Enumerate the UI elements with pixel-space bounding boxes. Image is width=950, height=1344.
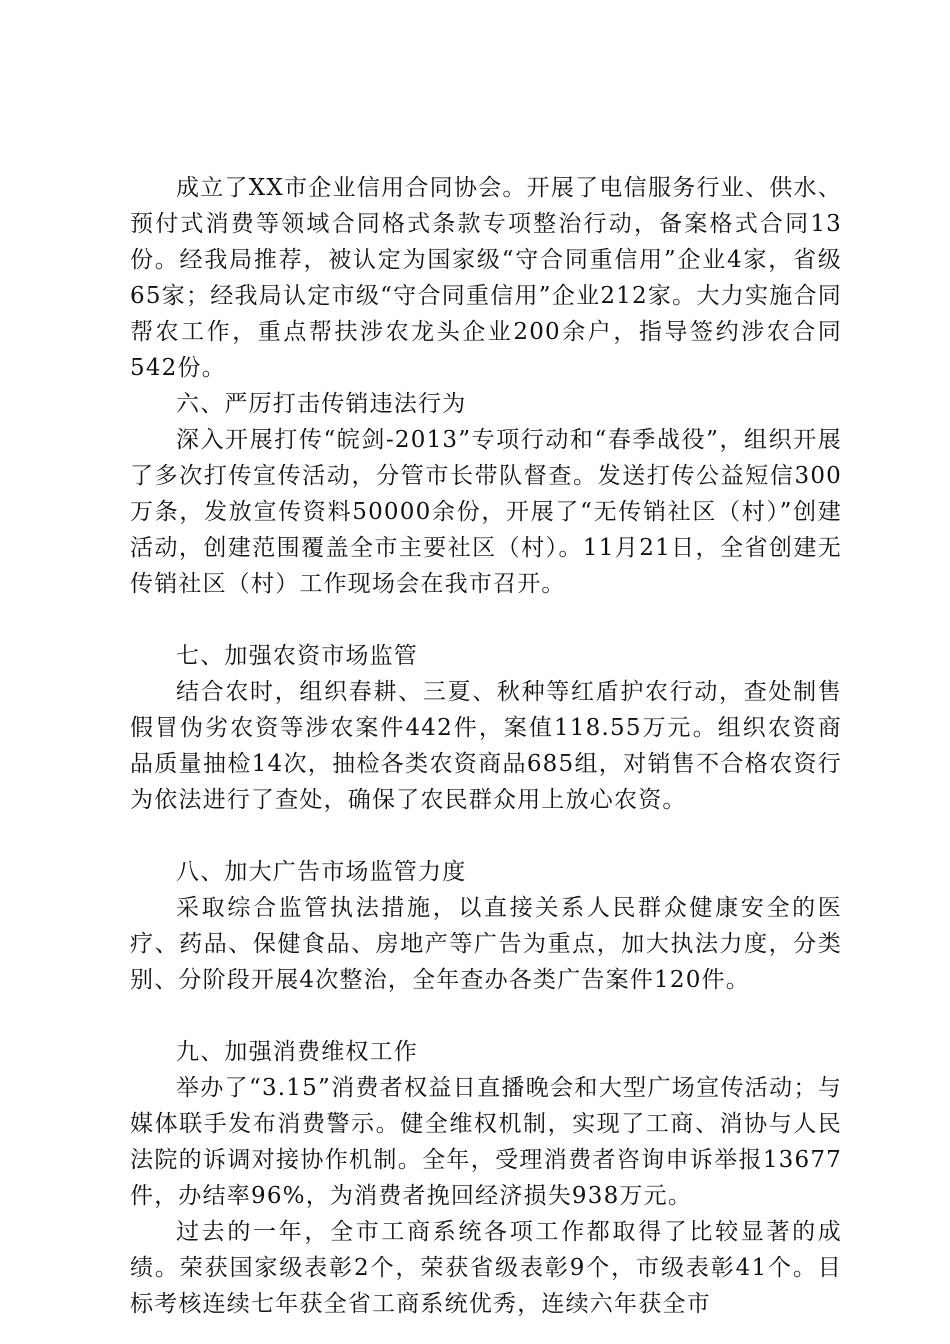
paragraph-consumer-rights: 举办了“3.15”消费者权益日直播晚会和大型广场宣传活动；与媒体联手发布消费警示。健全维权机制，实现了工商、消协与人民法院的诉调对接协作机制。全年，受理消费者咨询申诉举报13677件，办结率96%，为消费者挽回经济损失938万元。 xyxy=(130,1075,842,1209)
paragraph-advertising-supervision: 采取综合监管执法措施，以直接关系人民群众健康安全的医疗、药品、保健食品、房地产等广告为重点，加大执法力度，分类别、分阶段开展4次整治，全年查办各类广告案件120件。 xyxy=(130,895,842,993)
paragraph-contract-association: 成立了XX市企业信用合同协会。开展了电信服务行业、供水、预付式消费等领域合同格式条款专项整治行动，备案格式合同13份。经我局推荐，被认定为国家级“守合同重信用”企业4家，省级65家；经我局认定市级“守合同重信用”企业212家。大力实施合同帮农工作，重点帮扶涉农龙头企业200余户，指导签约涉农合同542份。 xyxy=(130,175,842,381)
paragraph-agricultural-supplies: 结合农时，组织春耕、三夏、秋种等红盾护农行动，查处制售假冒伪劣农资等涉农案件442件，案值118.55万元。组织农资商品质量抽检14次，抽检各类农资商品685组，对销售不合格农资行为依法进行了查处，确保了农民群众用上放心农资。 xyxy=(130,679,842,813)
heading-section-9: 九、加强消费维权工作 xyxy=(176,1039,418,1065)
heading-section-6: 六、严厉打击传销违法行为 xyxy=(176,391,467,417)
document-body xyxy=(130,170,842,1322)
paragraph-anti-pyramid-selling: 深入开展打传“皖剑-2013”专项行动和“春季战役”，组织开展了多次打传宣传活动，分管市长带队督查。发送打传公益短信300万条，发放宣传资料50000余份，开展了“无传销社区（村）”创建活动，创建范围覆盖全市主要社区（村）。11月21日，全省创建无传销社区（村）工作现场会在我市召开。 xyxy=(130,427,842,597)
heading-section-8: 八、加大广告市场监管力度 xyxy=(176,859,467,885)
paragraph-year-summary: 过去的一年，全市工商系统各项工作都取得了比较显著的成绩。荣获国家级表彰2个，荣获省级表彰9个，市级表彰41个。目标考核连续七年获全省工商系统优秀，连续六年获全市 xyxy=(130,1219,842,1317)
heading-section-7: 七、加强农资市场监管 xyxy=(176,643,418,669)
